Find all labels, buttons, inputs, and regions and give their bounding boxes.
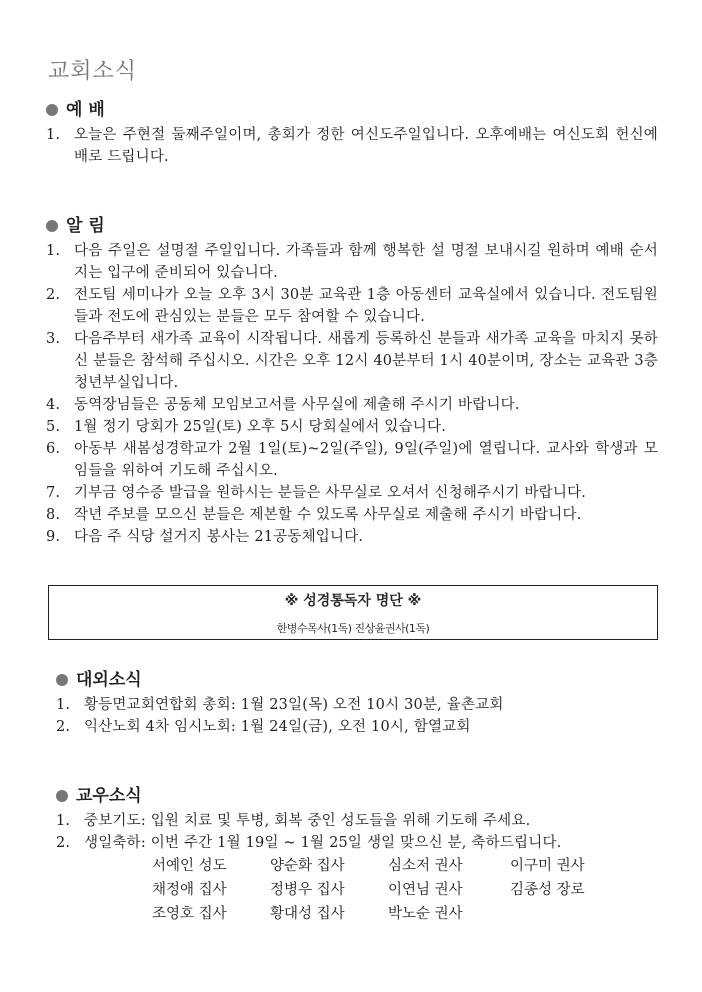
birthday-name: 조영호 집사 <box>152 906 227 922</box>
item-number: 2. <box>56 719 71 735</box>
bible-readers-title: ※ 성경통독자 명단 ※ <box>284 593 422 609</box>
item-text: 아동부 새봄성경학교가 2월 1일(토)~2일(주일), 9일(주일)에 열립니다. 교사와 학생과 모임들을 위하여 기도해 주십시오. <box>74 441 658 479</box>
worship-list <box>46 124 658 168</box>
list-item <box>46 394 658 416</box>
item-text: 전도팀 세미나가 오늘 오후 3시 30분 교육관 1층 아동센터 교육실에서 있습니다. 전도팀원들과 전도에 관심있는 분들은 모두 참여할 수 있습니다. <box>74 287 658 325</box>
notices-section <box>46 214 658 548</box>
item-text: 동역장님들은 공동체 모임보고서를 사무실에 제출해 주시기 바랍니다. <box>74 397 520 413</box>
item-text: 다음 주일은 설명절 주일입니다. 가족들과 함께 행복한 설 명절 보내시길 원하며 예배 순서지는 입구에 준비되어 있습니다. <box>74 243 658 281</box>
item-number: 1. <box>56 813 71 829</box>
worship-heading-text: 예 배 <box>66 100 105 120</box>
item-number: 9. <box>46 529 61 545</box>
list-item <box>46 438 658 482</box>
item-number: 1. <box>46 243 61 259</box>
birthday-name: 황대성 집사 <box>270 906 345 922</box>
list-item <box>56 716 658 738</box>
list-item <box>46 416 658 438</box>
member-news-heading <box>56 784 658 808</box>
member-news-list <box>56 810 658 854</box>
birthday-name: 이구미 권사 <box>510 858 585 874</box>
notices-heading-text: 알 림 <box>66 216 105 236</box>
item-text: 다음주부터 새가족 교육이 시작됩니다. 새롭게 등록하신 분들과 새가족 교육을 마치지 못하신 분들은 참석해 주십시오. 시간은 오후 12시 40분부터 1시 40분이며, 장소는 교육관 3층 청년부실입니다. <box>74 331 658 391</box>
outside-news-list <box>56 694 658 738</box>
item-number: 2. <box>56 835 71 851</box>
item-text: 황등면교회연합회 총회: 1월 23일(목) 오전 10시 30분, 율촌교회 <box>84 697 504 713</box>
page-title: 교회소식 <box>48 59 138 84</box>
outside-news-section <box>56 668 658 738</box>
worship-heading <box>46 98 658 122</box>
worship-section <box>46 98 658 168</box>
bullet-icon <box>56 674 68 686</box>
bullet-icon <box>46 104 58 116</box>
list-item <box>46 526 658 548</box>
birthday-name: 양순화 집사 <box>270 858 345 874</box>
bible-readers-names: 한병수목사(1독) 진상윤권사(1독) <box>276 622 430 635</box>
member-news-section <box>56 784 658 926</box>
list-item <box>56 694 658 716</box>
item-number: 5. <box>46 419 61 435</box>
notices-heading <box>46 214 658 238</box>
item-number: 1. <box>56 697 71 713</box>
notices-list <box>46 240 658 548</box>
birthday-name: 정병우 집사 <box>270 882 345 898</box>
item-number: 8. <box>46 507 61 523</box>
birthday-name: 박노순 권사 <box>388 906 463 922</box>
item-number: 7. <box>46 485 61 501</box>
outside-news-heading-text: 대외소식 <box>76 670 142 690</box>
list-item <box>46 482 658 504</box>
list-item <box>56 810 658 832</box>
item-number: 3. <box>46 331 61 347</box>
item-text: 중보기도: 입원 치료 및 투병, 회복 중인 성도들을 위해 기도해 주세요. <box>84 813 531 829</box>
list-item <box>56 832 658 854</box>
birthday-name: 김종성 장로 <box>510 882 585 898</box>
birthday-name: 이연님 권사 <box>388 882 463 898</box>
list-item <box>46 504 658 526</box>
bullet-icon <box>56 790 68 802</box>
item-text: 생일축하: 이번 주간 1월 19일 ~ 1월 25일 생일 맞으신 분, 축하드립니다. <box>84 835 562 851</box>
outside-news-heading <box>56 668 658 692</box>
list-item <box>46 240 658 284</box>
item-text: 작년 주보를 모으신 분들은 제본할 수 있도록 사무실로 제출해 주시기 바랍니다. <box>74 507 582 523</box>
list-item <box>46 124 658 168</box>
list-item <box>46 284 658 328</box>
birthday-name: 심소저 권사 <box>388 858 463 874</box>
bible-readers-box <box>48 585 658 640</box>
item-text: 다음 주 식당 설거지 봉사는 21공동체입니다. <box>74 529 364 545</box>
birthday-list <box>152 854 658 926</box>
list-item <box>46 328 658 394</box>
member-news-heading-text: 교우소식 <box>76 786 142 806</box>
item-number: 1. <box>46 127 61 143</box>
item-text: 익산노회 4차 임시노회: 1월 24일(금), 오전 10시, 함열교회 <box>84 719 471 735</box>
bullet-icon <box>46 220 58 232</box>
item-number: 4. <box>46 397 61 413</box>
item-text: 기부금 영수증 발급을 원하시는 분들은 사무실로 오셔서 신청해주시기 바랍니다. <box>74 485 587 501</box>
item-text: 오늘은 주현절 둘째주일이며, 총회가 정한 여신도주일입니다. 오후예배는 여신도회 헌신예배로 드립니다. <box>74 127 658 165</box>
item-text: 1월 정기 당회가 25일(토) 오후 5시 당회실에서 있습니다. <box>74 419 447 435</box>
item-number: 2. <box>46 287 61 303</box>
birthday-name: 채정애 집사 <box>152 882 227 898</box>
birthday-name: 서예인 성도 <box>152 858 227 874</box>
item-number: 6. <box>46 441 61 457</box>
